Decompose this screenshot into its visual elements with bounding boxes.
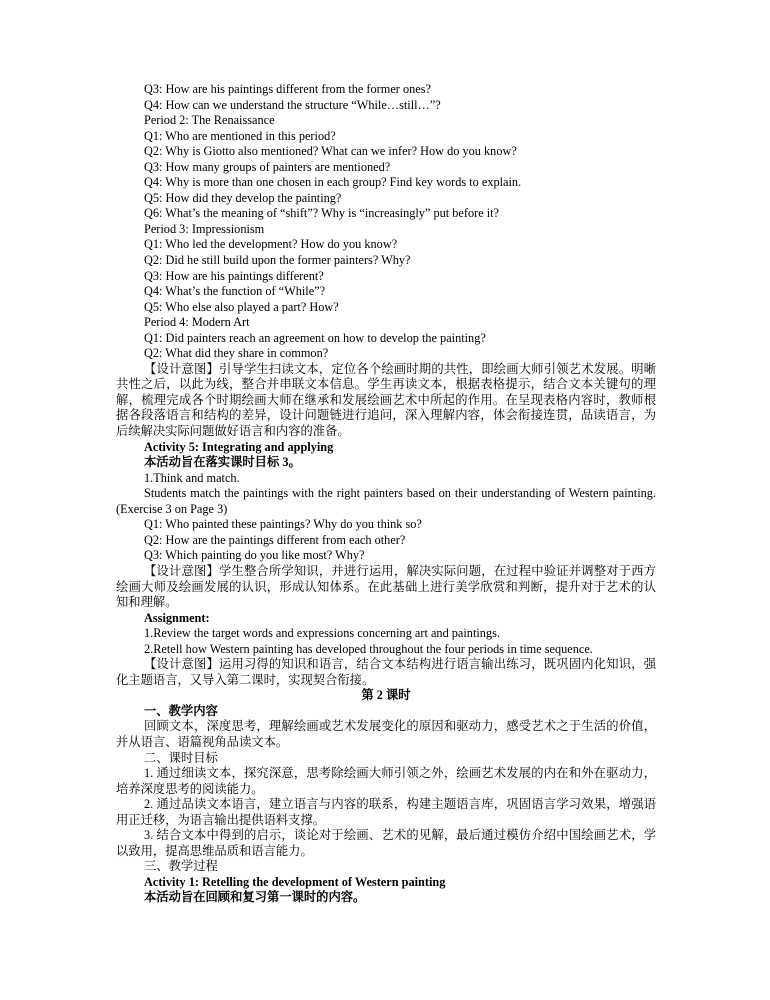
- text-line: Q4: What’s the function of “While”?: [144, 284, 326, 299]
- text-line: Period 3: Impressionism: [144, 221, 265, 236]
- text-line: Q2: Did he still build upon the former painters? Why?: [144, 253, 411, 268]
- bold-heading: 一、教学内容: [144, 703, 218, 718]
- paragraph: 【设计意图】学生整合所学知识，并进行运用，解决实际问题，在过程中验证并调整对于西方绘画大师及绘画发展的认识，形成认知体系。在此基础上进行美学欣赏和判断，提升对于艺术的认知和理解。: [116, 563, 656, 610]
- text-line: Q2: How are the paintings different from each other?: [144, 532, 406, 547]
- paragraph: 【设计意图】运用习得的知识和语言，结合文本结构进行语言输出练习，既巩固内化知识，强化主题语言，又导入第二课时，实现契合衔接。: [116, 657, 656, 687]
- text-line: Q6: What’s the meaning of “shift”? Why is “increasingly” put before it?: [144, 206, 500, 221]
- text-line: Q3: How are his paintings different from the former ones?: [144, 82, 431, 96]
- paragraph: 2. 通过品读文本语言，建立语言与内容的联系，构建主题语言库，巩固语言学习效果，增强语用正迁移，为语言输出提供语料支撑。: [116, 797, 656, 827]
- text-line: Period 4: Modern Art: [144, 315, 250, 330]
- section-heading: 第 2 课时: [361, 688, 411, 703]
- text-line: Q2: Why is Giotto also mentioned? What can we infer? How do you know?: [144, 144, 517, 159]
- text-line: Q5: Who else also played a part? How?: [144, 299, 339, 314]
- text-line: 2.Retell how Western painting has developed throughout the four periods in time sequence.: [144, 641, 593, 656]
- paragraph: 回顾文本，深度思考，理解绘画或艺术发展变化的原因和驱动力，感受艺术之于生活的价值，并从语言、语篇视角品读文本。: [116, 719, 656, 749]
- text-line: Q1: Did painters reach an agreement on how to develop the painting?: [144, 330, 486, 345]
- bold-heading: 本活动旨在落实课时目标 3。: [144, 455, 301, 470]
- bold-heading: Activity 5: Integrating and applying: [144, 439, 334, 454]
- bold-heading: Assignment:: [144, 610, 210, 625]
- document-body: [116, 82, 656, 906]
- paragraph: 【设计意图】引导学生扫读文本，定位各个绘画时期的共性，即绘画大师引领艺术发展。明晰共性之后，以此为线，整合并串联文本信息。学生再读文本，根据表格提示，结合文本关键句的理解，梳理完成各个时期绘画大师在继承和发展绘画艺术中所起的作用。在呈现表格内容时，教师根据各段落语言和结构的差异，设计问题链进行追问，深入理解内容，体会衔接连贯，品读语言，为后续解决实际问题做好语言和内容的准备。: [116, 361, 656, 439]
- text-line: Q4: Why is more than one chosen in each group? Find key words to explain.: [144, 175, 522, 190]
- text-line: Q3: How many groups of painters are mentioned?: [144, 159, 391, 174]
- text-line: Q1: Who are mentioned in this period?: [144, 128, 336, 143]
- text-line: Period 2: The Renaissance: [144, 113, 275, 128]
- text-line: 1.Review the target words and expressions concerning art and paintings.: [144, 626, 500, 641]
- paragraph: 3. 结合文本中得到的启示，谈论对于绘画、艺术的见解，最后通过模仿介绍中国绘画艺术，学以致用，提高思维品质和语言能力。: [116, 828, 656, 858]
- text-line: Q2: What did they share in common?: [144, 346, 329, 361]
- bold-heading: Activity 1: Retelling the development of Western painting: [144, 874, 446, 889]
- bold-heading: 本活动旨在回顾和复习第一课时的内容。: [144, 890, 366, 905]
- text-line: Q3: Which painting do you like most? Why?: [144, 548, 365, 563]
- text-line: Q3: How are his paintings different?: [144, 268, 324, 283]
- paragraph: 1. 通过细读文本，探究深意，思考除绘画大师引领之外，绘画艺术发展的内在和外在驱动力，培养深度思考的阅读能力。: [116, 766, 656, 796]
- text-line: 三、教学过程: [144, 859, 218, 874]
- text-line: Q1: Who painted these paintings? Why do you think so?: [144, 517, 422, 532]
- text-line: 1.Think and match.: [144, 470, 240, 485]
- text-line: Q1: Who led the development? How do you know?: [144, 237, 398, 252]
- text-line: Q5: How did they develop the painting?: [144, 190, 342, 205]
- text-line: Q4: How can we understand the structure “While…still…”?: [144, 97, 441, 112]
- paragraph: Students match the paintings with the right painters based on their understanding of Western painting. (Exercise 3 on Page 3): [116, 486, 656, 516]
- text-line: 二、课时目标: [144, 750, 218, 765]
